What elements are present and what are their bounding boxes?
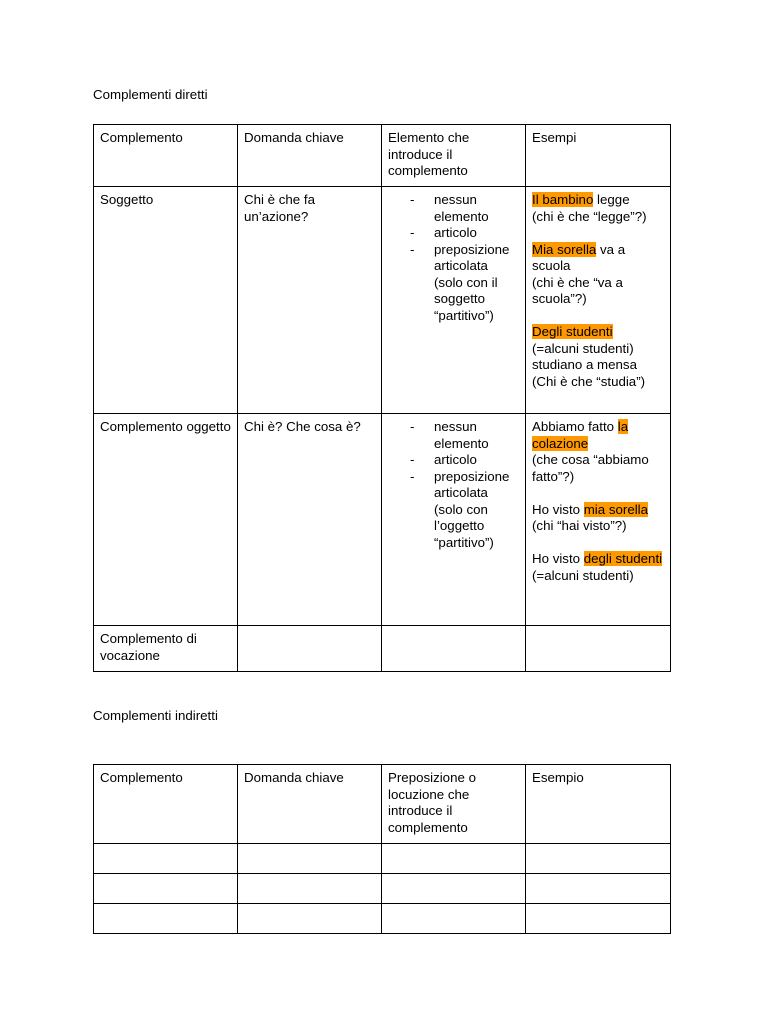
highlighted-text: la colazione — [532, 419, 629, 451]
table-cell — [238, 874, 382, 904]
elementi-list — [388, 192, 519, 324]
header-cell: Esempio — [526, 765, 671, 844]
list-item: - nessun elemento — [434, 192, 519, 225]
domanda-cell: Chi è che fa un’azione? — [238, 187, 382, 414]
example — [532, 419, 664, 485]
table-cell — [238, 904, 382, 934]
example-text: Abbiamo fatto — [532, 419, 618, 434]
heading-complementi-diretti: Complementi diretti — [93, 87, 208, 102]
highlighted-text: Degli studenti — [532, 324, 613, 339]
table-row — [94, 844, 671, 874]
table-row-soggetto — [94, 187, 671, 414]
list-item: - preposizione articolata (solo con l’oggetto “partitivo”) — [434, 469, 519, 552]
example-text: legge — [593, 192, 630, 207]
direct-complements-table — [93, 124, 671, 672]
header-cell: Preposizione o locuzione che introduce il complemento — [382, 765, 526, 844]
esempi-cell — [526, 187, 671, 414]
example — [532, 502, 664, 535]
example-text: Ho visto — [532, 551, 584, 566]
list-item: - nessun elemento — [434, 419, 519, 452]
example — [532, 324, 664, 390]
table-cell — [94, 904, 238, 934]
table-cell — [94, 844, 238, 874]
list-item: - articolo — [434, 225, 519, 242]
header-cell: Elemento che introduce il complemento — [382, 125, 526, 187]
example-note: (chi è che “legge”?) — [532, 208, 647, 224]
example — [532, 242, 664, 308]
list-item: - articolo — [434, 452, 519, 469]
elementi-cell — [382, 187, 526, 414]
example-note: (=alcuni studenti) studiano a mensa (Chi è che “studia”) — [532, 340, 646, 389]
table-header-row — [94, 125, 671, 187]
highlighted-text: Il bambino — [532, 192, 594, 207]
indirect-complements-table — [93, 764, 671, 934]
header-cell: Esempi — [526, 125, 671, 187]
table-header-row — [94, 765, 671, 844]
esempi-cell — [526, 414, 671, 626]
example-text: va a scuola — [532, 241, 626, 273]
table-row-complemento-oggetto — [94, 414, 671, 626]
example-text: (=alcuni studenti) — [532, 567, 634, 583]
highlighted-text: degli studenti — [583, 551, 663, 566]
table-cell — [238, 844, 382, 874]
highlighted-text: Mia sorella — [532, 241, 597, 257]
domanda-cell: Chi è? Che cosa è? — [238, 414, 382, 626]
header-cell: Complemento — [94, 125, 238, 187]
header-cell: Complemento — [94, 765, 238, 844]
table-cell — [382, 844, 526, 874]
table-cell — [526, 904, 671, 934]
table-row — [94, 874, 671, 904]
list-item: - preposizione articolata (solo con il soggetto “partitivo”) — [434, 242, 519, 325]
example — [532, 551, 664, 584]
example-text: Ho visto — [532, 501, 584, 517]
header-cell: Domanda chiave — [238, 765, 382, 844]
domanda-cell — [238, 626, 382, 672]
example-note: (che cosa “abbiamo fatto”?) — [532, 452, 649, 484]
header-cell: Domanda chiave — [238, 125, 382, 187]
highlighted-text: mia sorella — [583, 501, 649, 517]
esempi-cell — [526, 626, 671, 672]
elementi-list — [388, 419, 519, 551]
complemento-cell: Soggetto — [94, 187, 238, 414]
example-note: (chi “hai visto”?) — [532, 518, 627, 533]
table-cell — [94, 874, 238, 904]
example — [532, 192, 664, 225]
table-cell — [526, 844, 671, 874]
table-row — [94, 904, 671, 934]
table-cell — [526, 874, 671, 904]
heading-complementi-indiretti: Complementi indiretti — [93, 708, 218, 723]
elementi-cell — [382, 626, 526, 672]
table-cell — [382, 874, 526, 904]
complemento-cell: Complemento di vocazione — [94, 626, 238, 672]
example-note: (chi è che “va a scuola”?) — [532, 274, 623, 306]
table-cell — [382, 904, 526, 934]
complemento-cell: Complemento oggetto — [94, 414, 238, 626]
elementi-cell — [382, 414, 526, 626]
table-row-complemento-vocazione — [94, 626, 671, 672]
